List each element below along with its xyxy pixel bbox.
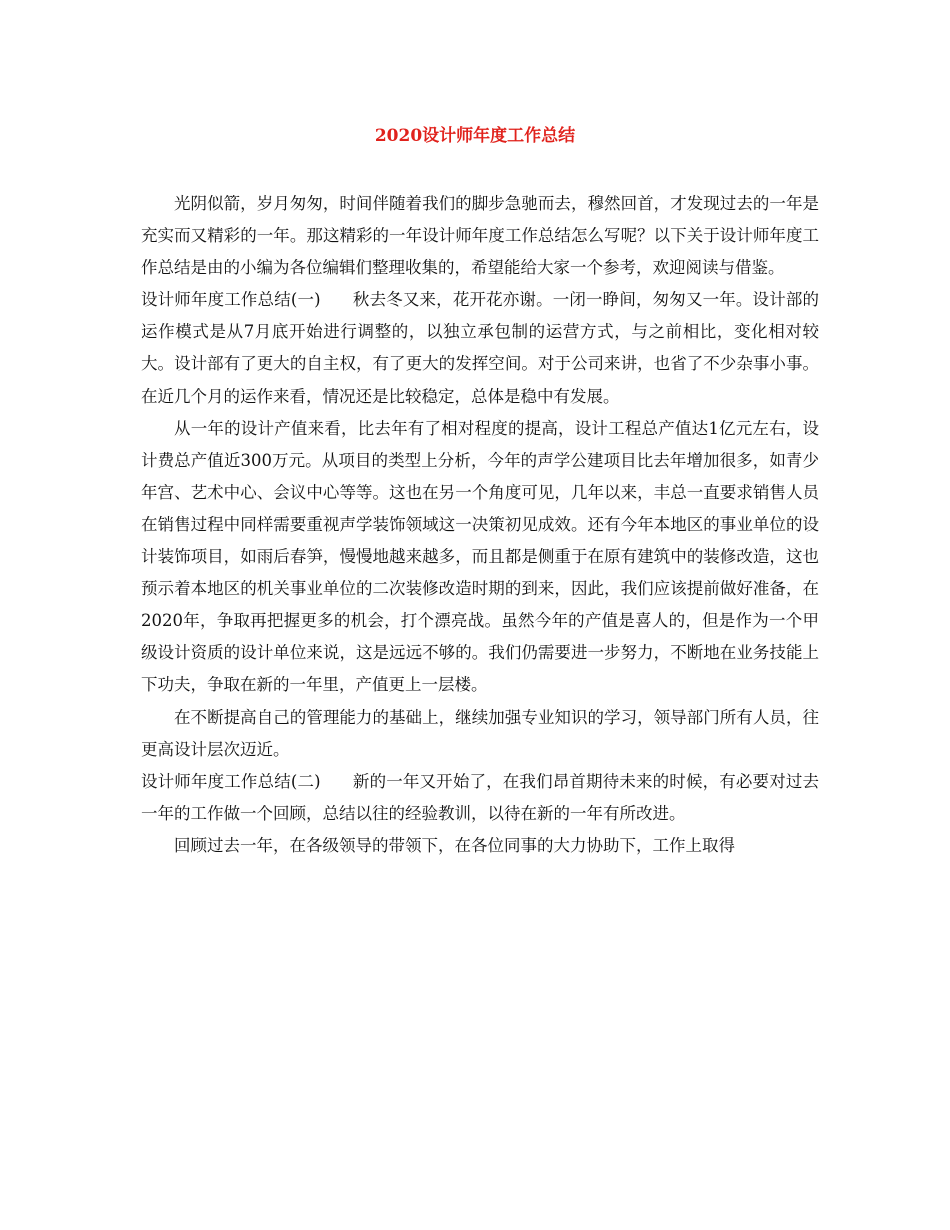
output-text: 从一年的设计产值来看，比去年有了相对程度的提高，设计工程总产值达1亿元左右，设计费总产值近300万元。从项目的类型上分析，今年的声学公建项目比去年增加很多，如青少年宫、艺术中心、会议中心等等。这也在另一个角度可见，几年以来，丰总一直要求销售人员在销售过程中同样需要重视声学装饰领域这一决策初见成效。还有今年本地区的事业单位的设计装饰项目，如雨后春笋，慢慢地越来越多，而且都是侧重于在原有建筑中的装修改造，这也预示着本地区的机关事业单位的二次装修改造时期的到来，因此，我们应该提前做好准备，在2020年，争取再把握更多的机会，打个漂亮战。虽然今年的产值是喜人的，但是作为一个甲级设计资质的设计单位来说，这是远远不够的。我们仍需要进一步努力，不断地在业务技能上下功夫，争取在新的一年里，产值更上一层楼。 (141, 418, 819, 695)
review-text: 回顾过去一年，在各级领导的带领下，在各位同事的大力协助下，工作上取得 (174, 835, 735, 855)
document-title: 2020设计师年度工作总结 (374, 126, 576, 146)
management-text: 在不断提高自己的管理能力的基础上，继续加强专业知识的学习，领导部门所有人员，往更高设计层次迈近。 (141, 707, 819, 759)
summary-one-text: 秋去冬又来，花开花亦谢。一闭一睁间，匆匆又一年。设计部的运作模式是从7月底开始进行调整的，以独立承包制的运营方式，与之前相比，变化相对较大。设计部有了更大的自主权，有了更大的发挥空间。对于公司来讲，也省了不少杂事小事。在近几个月的运作来看，情况还是比较稳定，总体是稳中有发展。 (141, 290, 819, 406)
intro-paragraph (141, 188, 819, 284)
review-paragraph (141, 830, 819, 862)
management-paragraph (141, 702, 819, 766)
summary-two-paragraph (141, 766, 819, 830)
summary-two-text: 新的一年又开始了，在我们昂首期待未来的时候，有必要对过去一年的工作做一个回顾，总结以往的经验教训，以待在新的一年有所改进。 (141, 771, 819, 823)
output-paragraph (141, 413, 819, 702)
summary-two-heading: 设计师年度工作总结(二) (141, 771, 321, 791)
intro-text: 光阴似箭，岁月匆匆，时间伴随着我们的脚步急驰而去，穆然回首，才发现过去的一年是充实而又精彩的一年。那这精彩的一年设计师年度工作总结怎么写呢？以下关于设计师年度工作总结是由的小编为各位编辑们整理收集的，希望能给大家一个参考，欢迎阅读与借鉴。 (141, 194, 819, 278)
summary-one-paragraph (141, 284, 819, 412)
summary-one-heading: 设计师年度工作总结(一) (141, 290, 321, 310)
document-body (141, 188, 819, 862)
